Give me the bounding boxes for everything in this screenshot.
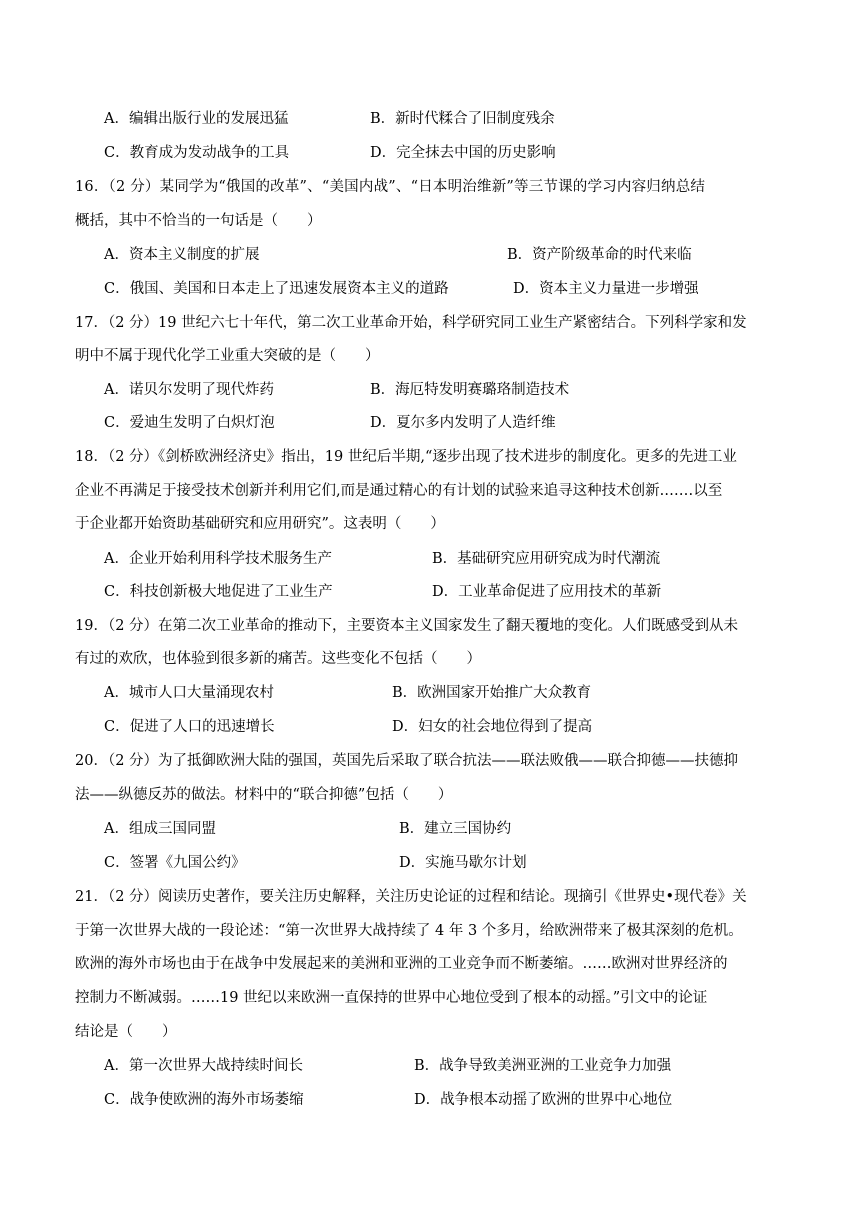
q16-option-d: D．资本主义力量进一步增强 (513, 281, 699, 297)
q16-option-b: B．资产阶级革命的时代来临 (507, 247, 692, 263)
q16-option-a: A．资本主义制度的扩展 (104, 247, 260, 263)
q18-option-c: C．科技创新极大地促进了工业生产 (104, 584, 333, 600)
q21-option-d: D．战争根本动摇了欧洲的世界中心地位 (414, 1092, 673, 1108)
q18-option-a: A．企业开始利用科学技术服务生产 (104, 551, 332, 567)
q21-stem-line-1: 21．（2 分）阅读历史著作，要关注历史解释，关注历史论证的过程和结论。现摘引《世界史•现代卷》关 (75, 889, 747, 905)
q20-option-d: D．实施马歇尔计划 (399, 855, 527, 871)
q15-option-b: B．新时代糅合了旧制度残余 (370, 111, 555, 127)
q15-option-d: D．完全抹去中国的历史影响 (370, 145, 556, 161)
q19-option-c: C．促进了人口的迅速增长 (104, 719, 275, 735)
q17-option-d: D．夏尔多内发明了人造纤维 (370, 415, 556, 431)
q17-stem-line-1: 17．（2 分）19 世纪六七十年代，第二次工业革命开始，科学研究同工业生产紧密结合。下列科学家和发 (75, 315, 747, 331)
q17-option-a: A．诺贝尔发明了现代炸药 (104, 382, 274, 398)
q19-stem-line-1: 19．（2 分）在第二次工业革命的推动下，主要资本主义国家发生了翻天覆地的变化。人们既感受到从未 (75, 618, 739, 634)
q20-option-a: A．组成三国同盟 (104, 821, 216, 837)
q21-option-c: C．战争使欧洲的海外市场萎缩 (104, 1092, 304, 1108)
q21-stem-line-4: 控制力不断减弱。……19 世纪以来欧洲一直保持的世界中心地位受到了根本的动摇。”引文中的论证 (75, 990, 708, 1006)
q15-option-c: C．教育成为发动战争的工具 (104, 145, 290, 161)
q19-stem-line-2: 有过的欢欣，也体验到很多新的痛苦。这些变化不包括（ ） (75, 651, 481, 667)
q20-stem-line-2: 法——纵德反苏的做法。材料中的“联合抑德”包括（ ） (75, 787, 453, 803)
q21-option-a: A．第一次世界大战持续时间长 (104, 1058, 303, 1074)
q21-option-b: B．战争导致美洲亚洲的工业竞争力加强 (414, 1058, 672, 1074)
q16-option-c: C．俄国、美国和日本走上了迅速发展资本主义的道路 (104, 281, 449, 297)
q19-option-d: D．妇女的社会地位得到了提高 (392, 719, 593, 735)
q21-stem-line-2: 于第一次世界大战的一段论述：“第一次世界大战持续了 4 年 3 个多月，给欧洲带来了极其深刻的危机。 (75, 923, 743, 939)
q18-option-b: B．基础研究应用研究成为时代潮流 (432, 551, 661, 567)
q19-option-a: A．城市人口大量涌现农村 (104, 685, 274, 701)
q18-stem-line-3: 于企业都开始资助基础研究和应用研究”。这表明（ ） (75, 516, 445, 532)
q21-stem-line-5: 结论是（ ） (75, 1024, 177, 1040)
q15-option-a: A．编辑出版行业的发展迅猛 (104, 111, 289, 127)
q17-option-c: C．爱迪生发明了白炽灯泡 (104, 415, 275, 431)
q16-stem-line-2: 概括，其中不恰当的一句话是（ ） (75, 213, 322, 229)
q16-stem-line-1: 16．（2 分）某同学为“俄国的改革”、“美国内战”、“日本明治维新”等三节课的学习内容归纳总结 (75, 179, 706, 195)
q20-stem-line-1: 20．（2 分）为了抵御欧洲大陆的强国，英国先后采取了联合抗法——联法败俄——联合抑德——扶德抑 (75, 753, 739, 769)
q17-option-b: B．海厄特发明赛璐珞制造技术 (370, 382, 570, 398)
q18-stem-line-1: 18．（2 分）《剑桥欧洲经济史》指出，19 世纪后半期,“逐步出现了技术进步的制度化。更多的先进工业 (75, 449, 737, 465)
q19-option-b: B．欧洲国家开始推广大众教育 (392, 685, 592, 701)
q17-stem-line-2: 明中不属于现代化学工业重大突破的是（ ） (75, 348, 380, 364)
q18-stem-line-2: 企业不再满足于接受技术创新并利用它们,而是通过精心的有计划的试验来追寻这种技术创新.……以至 (75, 483, 723, 499)
q18-option-d: D．工业革命促进了应用技术的革新 (432, 584, 662, 600)
q20-option-b: B．建立三国协约 (399, 821, 512, 837)
q20-option-c: C．签署《九国公约》 (104, 855, 246, 871)
q21-stem-line-3: 欧洲的海外市场也由于在战争中发展起来的美洲和亚洲的工业竞争而不断萎缩。……欧洲对世界经济的 (75, 956, 728, 972)
